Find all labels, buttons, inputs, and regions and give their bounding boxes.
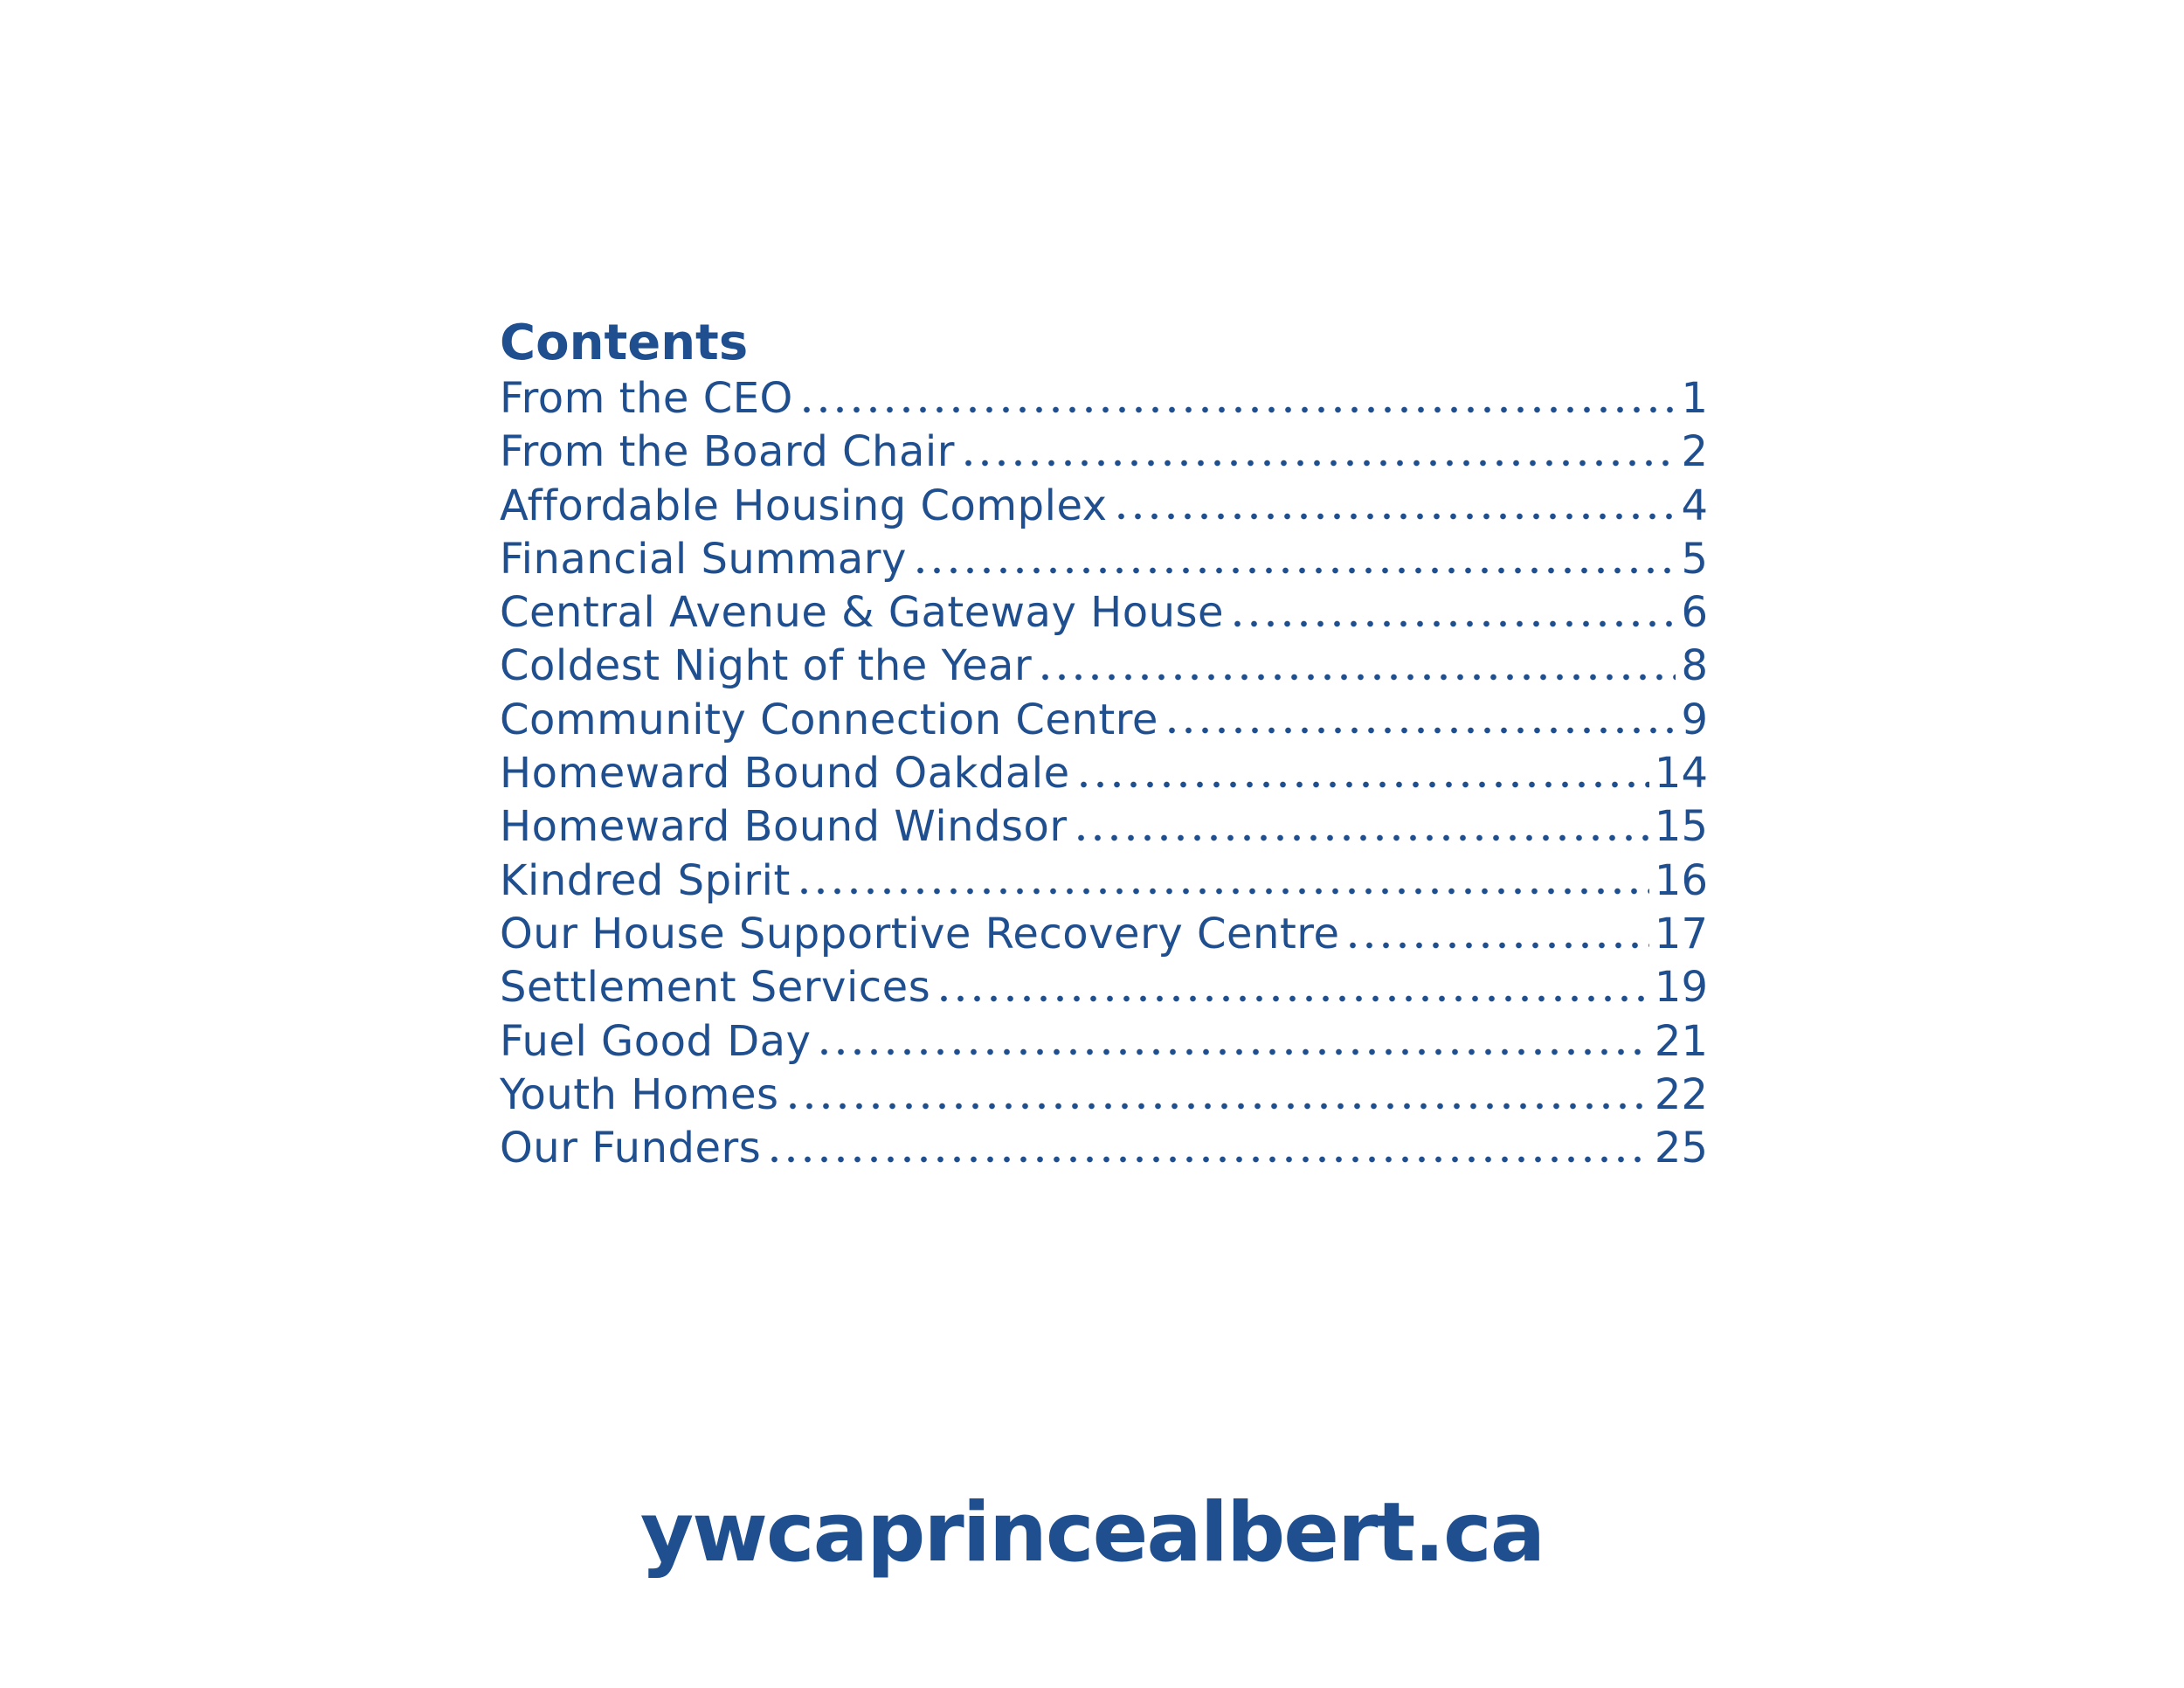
toc-entry-page-number: 1 [1681, 374, 1708, 423]
dot-leader [1344, 940, 1648, 951]
table-of-contents [500, 315, 1708, 1175]
toc-entry-title: Our Funders [500, 1124, 762, 1173]
contents-heading: Contents [500, 315, 749, 371]
toc-entry-from-the-board-chair[interactable] [500, 425, 1708, 479]
dot-leader [796, 886, 1649, 896]
toc-entry-title: Youth Homes [500, 1069, 779, 1119]
toc-entry-settlement-services[interactable] [500, 961, 1708, 1014]
toc-entry-title: Fuel Good Day [500, 1016, 812, 1066]
toc-entry-title: Coldest Night of the Year [500, 641, 1033, 691]
toc-entry-title: Our House Supportive Recovery Centre [500, 909, 1340, 958]
dot-leader [1073, 833, 1649, 843]
toc-entry-title: Community Connection Centre [500, 695, 1158, 744]
dot-leader [960, 458, 1676, 468]
toc-entry-title: Homeward Bound Oakdale [500, 749, 1070, 799]
toc-entry-homeward-bound-oakdale[interactable] [500, 747, 1708, 800]
toc-entry-page-number: 21 [1654, 1016, 1708, 1066]
toc-entry-page-number: 22 [1654, 1069, 1708, 1119]
toc-entry-title: Central Avenue & Gateway House [500, 588, 1225, 638]
dot-leader [1037, 672, 1676, 682]
toc-entry-our-funders[interactable] [500, 1122, 1708, 1175]
toc-entry-page-number: 4 [1681, 481, 1708, 530]
dot-leader [798, 405, 1676, 415]
toc-entry-title: Kindred Spirit [500, 855, 791, 905]
toc-entry-page-number: 19 [1654, 963, 1708, 1013]
toc-entry-page-number: 17 [1654, 909, 1708, 958]
dot-leader [1075, 779, 1649, 790]
dot-leader [936, 993, 1649, 1004]
toc-entry-title: Settlement Services [500, 963, 931, 1013]
toc-entry-page-number: 2 [1681, 427, 1708, 477]
toc-entry-youth-homes[interactable] [500, 1069, 1708, 1122]
dot-leader [1113, 511, 1676, 522]
toc-entry-title: Affordable Housing Complex [500, 481, 1108, 530]
dot-leader [784, 1101, 1649, 1111]
toc-entry-page-number: 6 [1681, 588, 1708, 638]
toc-entry-title: From the CEO [500, 374, 793, 423]
toc-entry-kindred-spirit[interactable] [500, 854, 1708, 908]
toc-entry-central-avenue-gateway-house[interactable] [500, 586, 1708, 640]
dot-leader [816, 1047, 1648, 1057]
toc-entry-homeward-bound-windsor[interactable] [500, 800, 1708, 854]
toc-entry-page-number: 5 [1681, 534, 1708, 584]
toc-entry-title: From the Board Chair [500, 427, 955, 477]
toc-entry-coldest-night-of-the-year[interactable] [500, 640, 1708, 693]
toc-entry-page-number: 14 [1654, 749, 1708, 799]
toc-entry-our-house-supportive-recovery-centre[interactable] [500, 908, 1708, 961]
toc-entry-title: Financial Summary [500, 534, 907, 584]
toc-entry-financial-summary[interactable] [500, 533, 1708, 586]
toc-entry-page-number: 25 [1654, 1124, 1708, 1173]
toc-entry-page-number: 16 [1654, 855, 1708, 905]
dot-leader [1229, 619, 1676, 629]
toc-entry-community-connection-centre[interactable] [500, 694, 1708, 747]
toc-entry-title: Homeward Bound Windsor [500, 802, 1068, 852]
toc-entry-affordable-housing-complex[interactable] [500, 480, 1708, 533]
toc-entry-page-number: 8 [1681, 641, 1708, 691]
toc-entry-page-number: 15 [1654, 802, 1708, 852]
dot-leader [1164, 725, 1676, 736]
toc-entry-from-the-ceo[interactable] [500, 372, 1708, 425]
website-link[interactable]: ywcaprincealbert.ca [639, 1485, 1545, 1581]
toc-entry-page-number: 9 [1681, 695, 1708, 744]
dot-leader [766, 1154, 1649, 1165]
toc-entry-fuel-good-day[interactable] [500, 1015, 1708, 1069]
toc-list [500, 372, 1708, 1175]
dot-leader [912, 565, 1676, 576]
